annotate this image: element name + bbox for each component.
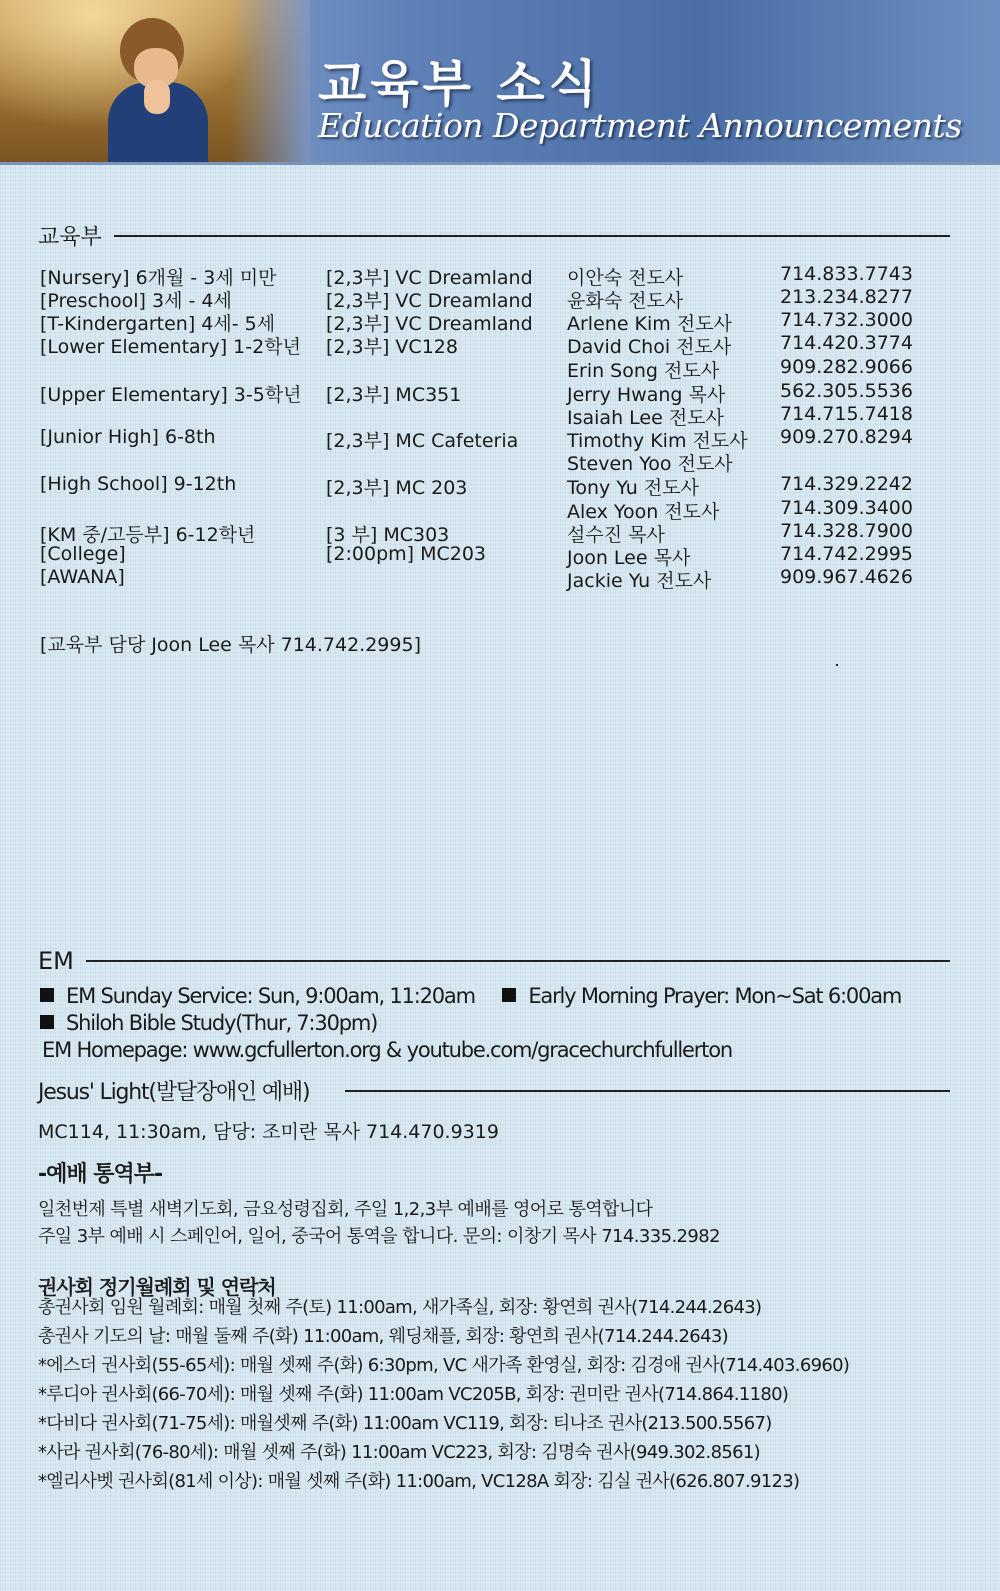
table-row xyxy=(40,286,920,310)
contact-cell: Joon Lee 목사 xyxy=(567,547,691,569)
table-row xyxy=(40,380,920,404)
service-cell: [2,3부] MC351 xyxy=(326,384,462,406)
praying-child-photo xyxy=(0,0,310,162)
group-cell: [Junior High] 6-8th xyxy=(40,426,216,448)
group-cell: [KM 중/고등부] 6-12학년 xyxy=(40,524,256,546)
group-cell: [College] xyxy=(40,543,126,565)
kwonsa-heading: 권사회 정기월례회 및 연락처 xyxy=(38,1275,276,1299)
header-banner xyxy=(0,0,1000,165)
service-cell: [2,3부] MC 203 xyxy=(326,477,468,499)
table-row xyxy=(40,426,920,450)
group-cell: [T-Kindergarten] 4세- 5세 xyxy=(40,313,276,335)
contact-cell: 이안숙 전도사 xyxy=(567,267,684,289)
contact-cell: Timothy Kim 전도사 xyxy=(567,430,748,452)
kwonsa-item: 총권사 기도의 날: 매월 둘째 주(화) 11:00am, 웨딩채플, 회장: 황연희 권사(714.244.2643) xyxy=(38,1326,728,1347)
contact-cell: Tony Yu 전도사 xyxy=(567,477,699,499)
em-bible-study: Shiloh Bible Study(Thur, 7:30pm) xyxy=(66,1011,378,1035)
interpretation-heading: -예배 통역부- xyxy=(38,1162,163,1187)
table-row xyxy=(40,356,920,380)
interpretation-line-2: 주일 3부 예배 시 스페인어, 일어, 중국어 통역을 합니다. 문의: 이창기 목사 714.335.2982 xyxy=(38,1226,720,1247)
table-row xyxy=(40,263,920,287)
section-divider xyxy=(114,235,950,237)
phone-cell: 213.234.8277 xyxy=(780,286,913,308)
education-section-heading xyxy=(38,220,950,251)
phone-cell: 714.309.3400 xyxy=(780,497,913,519)
contact-cell: Jackie Yu 전도사 xyxy=(567,570,712,592)
group-cell: [High School] 9-12th xyxy=(40,473,237,495)
contact-cell: 윤화숙 전도사 xyxy=(567,290,684,312)
service-cell: [2,3부] VC128 xyxy=(326,336,458,358)
contact-cell: Steven Yoo 전도사 xyxy=(567,453,733,475)
stray-dot xyxy=(836,664,838,666)
table-row xyxy=(40,332,920,356)
table-row xyxy=(40,566,920,590)
table-row xyxy=(40,473,920,497)
contact-cell: David Choi 전도사 xyxy=(567,336,732,358)
em-sunday-service: EM Sunday Service: Sun, 9:00am, 11:20am xyxy=(66,984,475,1008)
phone-cell: 714.329.2242 xyxy=(780,473,913,495)
group-cell: [Upper Elementary] 3-5학년 xyxy=(40,384,302,406)
service-cell: [2,3부] VC Dreamland xyxy=(326,267,533,289)
kwonsa-item: *엘리사벳 권사회(81세 이상): 매월 셋째 주(화) 11:00am, VC128A 회장: 김실 권사(626.807.9123) xyxy=(38,1471,800,1492)
em-morning-prayer: Early Morning Prayer: Mon~Sat 6:00am xyxy=(528,984,902,1008)
em-heading-text: EM xyxy=(38,947,74,975)
phone-cell: 714.742.2995 xyxy=(780,543,913,565)
phone-cell: 714.833.7743 xyxy=(780,263,913,285)
section-divider xyxy=(345,1090,950,1092)
praying-child-illustration xyxy=(108,18,218,162)
table-row xyxy=(40,403,920,427)
contact-cell: Erin Song 전도사 xyxy=(567,360,720,382)
phone-cell: 909.967.4626 xyxy=(780,566,913,588)
table-row xyxy=(40,309,920,333)
table-row xyxy=(40,543,920,567)
table-row xyxy=(40,497,920,521)
phone-cell: 714.732.3000 xyxy=(780,309,913,331)
square-bullet-icon xyxy=(502,988,516,1002)
contact-cell: Jerry Hwang 목사 xyxy=(567,384,726,406)
contact-cell: Alex Yoon 전도사 xyxy=(567,501,720,523)
contact-cell: 설수진 목사 xyxy=(567,524,665,546)
group-cell: [Preschool] 3세 - 4세 xyxy=(40,290,232,312)
phone-cell: 714.328.7900 xyxy=(780,520,913,542)
phone-cell: 714.715.7418 xyxy=(780,403,913,425)
em-bible-study-line xyxy=(40,1011,377,1035)
section-divider xyxy=(86,960,950,962)
phone-cell: 909.282.9066 xyxy=(780,356,913,378)
kwonsa-item: *루디아 권사회(66-70세): 매월 셋째 주(화) 11:00am VC205B, 회장: 권미란 권사(714.864.1180) xyxy=(38,1384,789,1405)
page-title-korean: 교육부 소식 xyxy=(318,55,601,113)
education-leader: [교육부 담당 Joon Lee 목사 714.742.2995] xyxy=(40,634,421,656)
jesus-light-heading xyxy=(38,1075,950,1106)
group-cell: [Lower Elementary] 1-2학년 xyxy=(40,336,301,358)
education-heading-text: 교육부 xyxy=(38,225,102,250)
square-bullet-icon xyxy=(40,1015,54,1029)
kwonsa-item: *에스더 권사회(55-65세): 매월 셋째 주(화) 6:30pm, VC 새가족 환영실, 회장: 김경애 권사(714.403.6960) xyxy=(38,1355,850,1376)
page-title-english: Education Department Announcements xyxy=(318,106,962,145)
phone-cell: 909.270.8294 xyxy=(780,426,913,448)
group-cell: [Nursery] 6개월 - 3세 미만 xyxy=(40,267,277,289)
service-cell: [2:00pm] MC203 xyxy=(326,543,487,565)
em-homepage: EM Homepage: www.gcfullerton.org & youtube.com/gracechurchfullerton xyxy=(42,1038,732,1062)
interpretation-line-1: 일천번제 특별 새벽기도회, 금요성령집회, 주일 1,2,3부 예배를 영어로 통역합니다 xyxy=(38,1199,653,1220)
kwonsa-item: *사라 권사회(76-80세): 매월 셋째 주(화) 11:00am VC223, 회장: 김명숙 권사(949.302.8561) xyxy=(38,1442,760,1463)
group-cell: [AWANA] xyxy=(40,566,125,588)
service-cell: [2,3부] VC Dreamland xyxy=(326,290,533,312)
service-cell: [3 부] MC303 xyxy=(326,524,450,546)
table-row xyxy=(40,520,920,544)
em-section-heading xyxy=(38,947,950,975)
phone-cell: 714.420.3774 xyxy=(780,332,913,354)
contact-cell: Isaiah Lee 전도사 xyxy=(567,407,724,429)
jesus-light-info: MC114, 11:30am, 담당: 조미란 목사 714.470.9319 xyxy=(38,1121,499,1143)
kwonsa-item: 총권사회 임원 월례회: 매월 첫째 주(토) 11:00am, 새가족실, 회장: 황연희 권사(714.244.2643) xyxy=(38,1297,762,1318)
kwonsa-item: *다비다 권사회(71-75세): 매월셋째 주(화) 11:00am VC119, 회장: 티나조 권사(213.500.5567) xyxy=(38,1413,772,1434)
jesus-light-heading-text: Jesus' Light(발달장애인 예배) xyxy=(38,1080,310,1105)
square-bullet-icon xyxy=(40,988,54,1002)
phone-cell: 562.305.5536 xyxy=(780,380,913,402)
service-cell: [2,3부] VC Dreamland xyxy=(326,313,533,335)
contact-cell: Arlene Kim 전도사 xyxy=(567,313,732,335)
table-row xyxy=(40,449,920,473)
service-cell: [2,3부] MC Cafeteria xyxy=(326,430,519,452)
em-service-line xyxy=(40,984,901,1008)
